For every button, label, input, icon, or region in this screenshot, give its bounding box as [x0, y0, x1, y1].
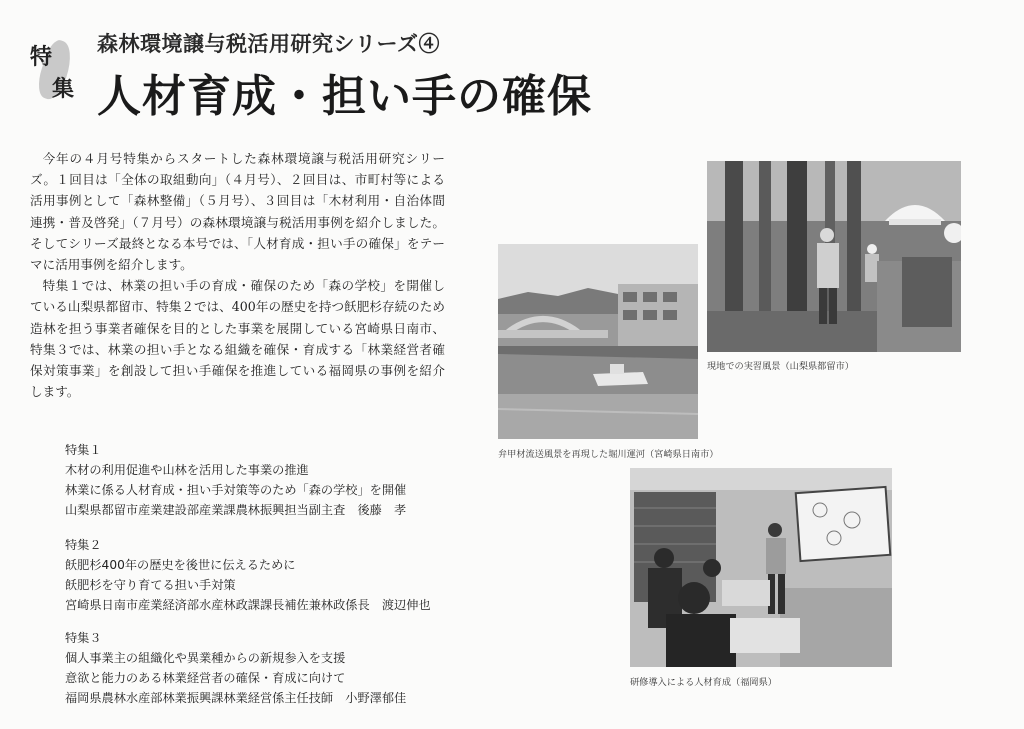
feature-2: [65, 535, 465, 615]
feature-2-line-2: 飫肥杉を守り育てる担い手対策: [65, 578, 236, 592]
feature-1-line-3: 山梨県都留市産業建設部産業課農林振興担当副主査 後藤 孝: [65, 503, 407, 517]
feature-2-line-1: 飫肥杉400年の歴史を後世に伝えるために: [65, 558, 296, 572]
feature-2-line-3: 宮崎県日南市産業経済部水産林政課課長補佐兼林政係長 渡辺伸也: [65, 598, 431, 612]
feature-1-heading: 特集１: [65, 443, 102, 457]
feature-3-line-3: 福岡県農林水産部林業振興課林業経営係主任技師 小野澤郁佳: [65, 691, 407, 705]
feature-3-line-1: 個人事業主の組織化や異業種からの新規参入を支援: [65, 651, 346, 665]
training-photo: [630, 468, 892, 667]
series-title: 森林環境譲与税活用研究シリーズ④: [97, 31, 440, 56]
feature-3-heading: 特集３: [65, 631, 102, 645]
page-title: 人材育成・担い手の確保: [97, 71, 592, 122]
feature-3: [65, 628, 465, 708]
forest-photo: [707, 161, 961, 352]
canal-photo-caption: 弁甲材流送風景を再現した堀川運河（宮崎県日南市）: [498, 449, 719, 460]
intro-paragraph-1: 今年の４月号特集からスタートした森林環境譲与税活用研究シリーズ。１回目は「全体の取組動向」（４月号）、２回目は、市町村等による活用事例として「森林整備」（５月号）、３回目は「木材利用・自治体間連携・普及啓発」（７月号）の森林環境譲与税活用事例を紹介しました。そしてシリーズ最終となる本号では、「人材育成・担い手の確保」をテーマに活用事例を紹介します。: [30, 151, 445, 273]
feature-mark-toku: 特: [30, 45, 53, 70]
feature-mark: [28, 38, 86, 104]
training-photo-caption: 研修導入による人材育成（福岡県）: [630, 677, 777, 688]
feature-1-line-1: 木材の利用促進や山林を活用した事業の推進: [65, 463, 309, 477]
feature-2-heading: 特集２: [65, 538, 102, 552]
intro-text: [30, 148, 445, 402]
feature-1-line-2: 林業に係る人材育成・担い手対策等のため「森の学校」を開催: [65, 483, 407, 497]
intro-paragraph-2: 特集１では、林業の担い手の育成・確保のため「森の学校」を開催している山梨県都留市、特集２では、400年の歴史を持つ飫肥杉存続のため造林を担う事業者確保を目的とした事業を展開している宮崎県日南市、特集３では、林業の担い手となる組織を確保・育成する「林業経営者確保対策事業」を創設して担い手確保を推進している福岡県の事例を紹介します。: [30, 278, 445, 400]
feature-mark-shu: 集: [52, 77, 75, 102]
forest-photo-caption: 現地での実習風景（山梨県都留市）: [707, 361, 854, 372]
feature-1: [65, 440, 465, 520]
feature-3-line-2: 意欲と能力のある林業経営者の確保・育成に向けて: [65, 671, 346, 685]
canal-photo: [498, 244, 698, 439]
